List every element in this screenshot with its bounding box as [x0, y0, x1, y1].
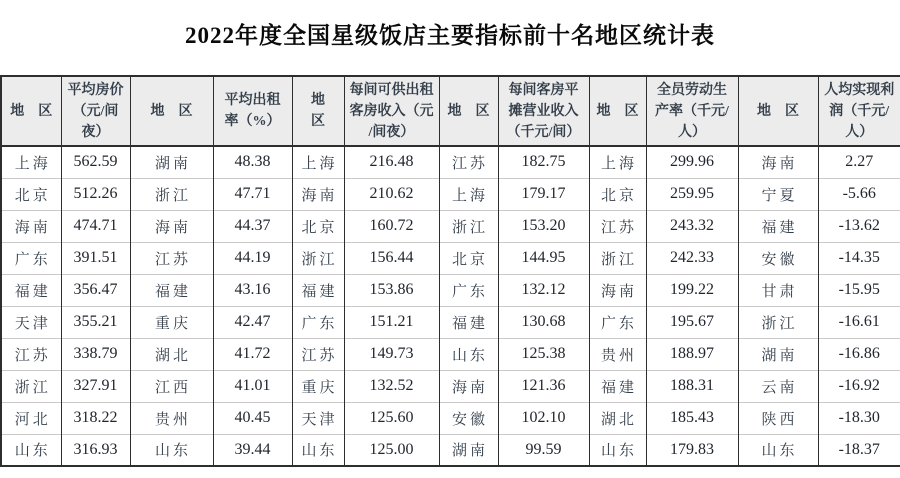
value-cell: 44.37: [213, 210, 292, 242]
value-cell: 185.43: [646, 402, 738, 434]
region-cell: 宁夏: [738, 178, 818, 210]
region-cell: 浙江: [589, 242, 646, 274]
column-header-revenue-per-room: 每间客房平摊营业收入（千元/间）: [498, 76, 589, 146]
region-cell: 山东: [1, 434, 61, 466]
region-cell: 广东: [589, 306, 646, 338]
value-cell: -5.66: [818, 178, 900, 210]
region-cell: 广东: [439, 274, 498, 306]
region-cell: 陕西: [738, 402, 818, 434]
region-cell: 海南: [738, 146, 818, 178]
region-cell: 福建: [738, 210, 818, 242]
value-cell: 125.60: [344, 402, 439, 434]
region-cell: 湖南: [439, 434, 498, 466]
table-row: [1, 178, 900, 210]
region-cell: 广东: [1, 242, 61, 274]
value-cell: 327.91: [61, 370, 130, 402]
value-cell: 144.95: [498, 242, 589, 274]
value-cell: -16.92: [818, 370, 900, 402]
value-cell: 299.96: [646, 146, 738, 178]
region-cell: 江苏: [292, 338, 344, 370]
value-cell: 474.71: [61, 210, 130, 242]
value-cell: 160.72: [344, 210, 439, 242]
value-cell: 41.72: [213, 338, 292, 370]
region-cell: 河北: [1, 402, 61, 434]
region-cell: 海南: [589, 274, 646, 306]
column-header-labor-productivity: 全员劳动生产率（千元/人）: [646, 76, 738, 146]
region-cell: 江苏: [439, 146, 498, 178]
value-cell: 44.19: [213, 242, 292, 274]
region-cell: 上海: [1, 146, 61, 178]
value-cell: 149.73: [344, 338, 439, 370]
column-header-avg-occupancy-rate: 平均出租率（%）: [213, 76, 292, 146]
region-cell: 贵州: [130, 402, 213, 434]
value-cell: 156.44: [344, 242, 439, 274]
value-cell: 562.59: [61, 146, 130, 178]
region-cell: 上海: [292, 146, 344, 178]
value-cell: 199.22: [646, 274, 738, 306]
value-cell: 151.21: [344, 306, 439, 338]
value-cell: 243.32: [646, 210, 738, 242]
value-cell: 195.67: [646, 306, 738, 338]
value-cell: 242.33: [646, 242, 738, 274]
region-cell: 江西: [130, 370, 213, 402]
region-cell: 云南: [738, 370, 818, 402]
column-header-region-1: 地 区: [1, 76, 61, 146]
column-header-region-3: 地 区: [292, 76, 344, 146]
region-cell: 安徽: [439, 402, 498, 434]
column-header-region-5: 地 区: [589, 76, 646, 146]
value-cell: 121.36: [498, 370, 589, 402]
value-cell: -16.86: [818, 338, 900, 370]
statistics-table: [0, 75, 900, 467]
region-cell: 海南: [130, 210, 213, 242]
region-cell: 福建: [589, 370, 646, 402]
table-row: [1, 242, 900, 274]
value-cell: 210.62: [344, 178, 439, 210]
value-cell: -13.62: [818, 210, 900, 242]
value-cell: 355.21: [61, 306, 130, 338]
table-row: [1, 210, 900, 242]
region-cell: 福建: [130, 274, 213, 306]
region-cell: 江苏: [130, 242, 213, 274]
region-cell: 北京: [292, 210, 344, 242]
value-cell: 47.71: [213, 178, 292, 210]
region-cell: 贵州: [589, 338, 646, 370]
value-cell: 391.51: [61, 242, 130, 274]
value-cell: 179.83: [646, 434, 738, 466]
table-row: [1, 370, 900, 402]
region-cell: 广东: [292, 306, 344, 338]
value-cell: 39.44: [213, 434, 292, 466]
value-cell: -14.35: [818, 242, 900, 274]
region-cell: 湖南: [130, 146, 213, 178]
value-cell: 356.47: [61, 274, 130, 306]
value-cell: 512.26: [61, 178, 130, 210]
value-cell: 43.16: [213, 274, 292, 306]
region-cell: 福建: [292, 274, 344, 306]
region-cell: 重庆: [292, 370, 344, 402]
value-cell: -18.37: [818, 434, 900, 466]
column-header-profit-per-capita: 人均实现利润（千元/人）: [818, 76, 900, 146]
region-cell: 上海: [589, 146, 646, 178]
region-cell: 上海: [439, 178, 498, 210]
value-cell: 179.17: [498, 178, 589, 210]
region-cell: 山东: [439, 338, 498, 370]
value-cell: 338.79: [61, 338, 130, 370]
value-cell: 132.12: [498, 274, 589, 306]
table-row: [1, 402, 900, 434]
region-cell: 浙江: [130, 178, 213, 210]
region-cell: 北京: [589, 178, 646, 210]
table-row: [1, 338, 900, 370]
region-cell: 甘肃: [738, 274, 818, 306]
region-cell: 海南: [439, 370, 498, 402]
value-cell: 40.45: [213, 402, 292, 434]
value-cell: 41.01: [213, 370, 292, 402]
table-row: [1, 146, 900, 178]
region-cell: 海南: [292, 178, 344, 210]
table-header: [1, 76, 900, 146]
value-cell: 125.00: [344, 434, 439, 466]
value-cell: 2.27: [818, 146, 900, 178]
region-cell: 山东: [292, 434, 344, 466]
value-cell: -18.30: [818, 402, 900, 434]
value-cell: -16.61: [818, 306, 900, 338]
table-body: [1, 146, 900, 466]
region-cell: 江苏: [589, 210, 646, 242]
region-cell: 福建: [1, 274, 61, 306]
value-cell: 216.48: [344, 146, 439, 178]
region-cell: 湖北: [589, 402, 646, 434]
value-cell: 316.93: [61, 434, 130, 466]
column-header-region-4: 地 区: [439, 76, 498, 146]
value-cell: 42.47: [213, 306, 292, 338]
value-cell: 153.86: [344, 274, 439, 306]
column-header-avg-room-price: 平均房价（元/间夜）: [61, 76, 130, 146]
region-cell: 湖北: [130, 338, 213, 370]
region-cell: 浙江: [292, 242, 344, 274]
value-cell: -15.95: [818, 274, 900, 306]
value-cell: 318.22: [61, 402, 130, 434]
value-cell: 259.95: [646, 178, 738, 210]
value-cell: 188.97: [646, 338, 738, 370]
region-cell: 北京: [439, 242, 498, 274]
value-cell: 132.52: [344, 370, 439, 402]
value-cell: 130.68: [498, 306, 589, 338]
value-cell: 153.20: [498, 210, 589, 242]
header-row: [1, 76, 900, 146]
region-cell: 浙江: [738, 306, 818, 338]
column-header-region-6: 地 区: [738, 76, 818, 146]
region-cell: 浙江: [439, 210, 498, 242]
table-row: [1, 306, 900, 338]
column-header-region-2: 地 区: [130, 76, 213, 146]
region-cell: 海南: [1, 210, 61, 242]
region-cell: 山东: [589, 434, 646, 466]
value-cell: 99.59: [498, 434, 589, 466]
value-cell: 188.31: [646, 370, 738, 402]
region-cell: 湖南: [738, 338, 818, 370]
value-cell: 102.10: [498, 402, 589, 434]
region-cell: 浙江: [1, 370, 61, 402]
region-cell: 江苏: [1, 338, 61, 370]
value-cell: 48.38: [213, 146, 292, 178]
region-cell: 北京: [1, 178, 61, 210]
region-cell: 天津: [292, 402, 344, 434]
region-cell: 天津: [1, 306, 61, 338]
table-row: [1, 274, 900, 306]
region-cell: 山东: [738, 434, 818, 466]
region-cell: 重庆: [130, 306, 213, 338]
column-header-revenue-per-available-room: 每间可供出租客房收入（元/间夜）: [344, 76, 439, 146]
value-cell: 182.75: [498, 146, 589, 178]
region-cell: 安徽: [738, 242, 818, 274]
region-cell: 福建: [439, 306, 498, 338]
table-row: [1, 434, 900, 466]
region-cell: 山东: [130, 434, 213, 466]
value-cell: 125.38: [498, 338, 589, 370]
page-title: 2022年度全国星级饭店主要指标前十名地区统计表: [185, 23, 715, 48]
